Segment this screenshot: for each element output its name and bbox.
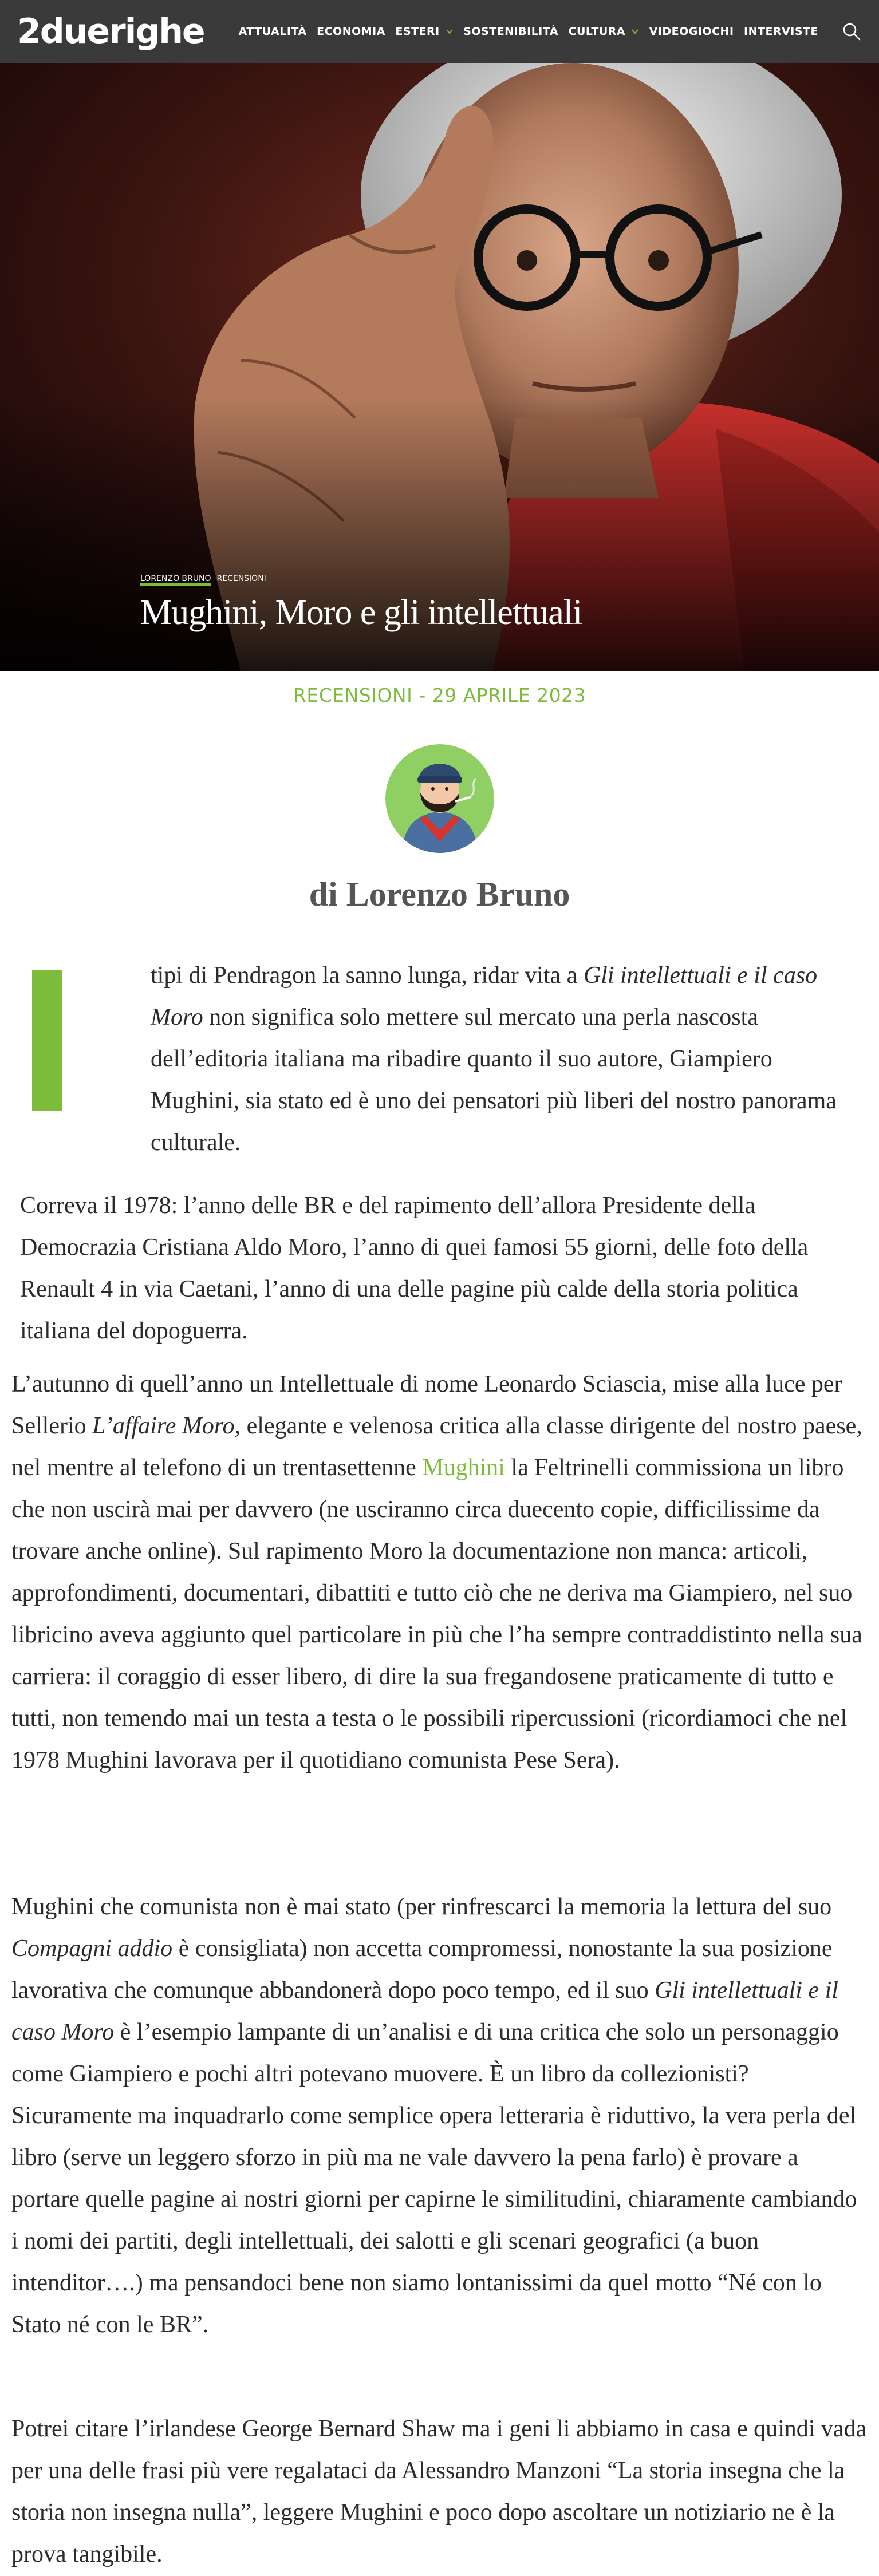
lead-text: non significa solo mettere sul mercato una perla nascosta dell’editoria italiana ma ribadire quanto il suo autore, Giampiero Mughini, sia stato ed è uno dei pensatori più liberi del nostro panorama culturale.	[151, 1004, 837, 1156]
lead-text: tipi di Pendragon la sanno lunga, ridar vita a	[151, 962, 584, 989]
paragraph-text: è l’esempio lampante di un’analisi e di una critica che solo un personaggio come Giampiero e pochi altri potevano muovere. È un libro da collezionisti? Sicuramente ma inquadrarlo come semplice opera letteraria è riduttivo, la vera perla del libro (serve un leggero sforzo in più ma ne vale davvero la pena farlo) è provare a portare quelle pagine ai nostri giorni per capirne le similitudini, chiaramente cambiando i nomi dei partiti, degli intellettuali, dei salotti e gli scenari geografici (a buon intenditor….) ma pensandoci bene non siamo lontanissimi da quel motto “Né con lo Stato né con le BR”.	[11, 2019, 857, 2338]
nav-item-videogiochi[interactable]	[649, 25, 734, 38]
main-nav	[239, 25, 818, 38]
article-paragraph-4: Potrei citare l’irlandese George Bernard Shaw ma i geni li abbiamo in casa e quindi vada per una delle frasi più vere regalataci da Alessandro Manzoni “La storia insegna che la storia non insegna nulla”, leggere Mughini e poco dopo ascoltare un notiziario ne è la prova tangibile.	[11, 2416, 867, 2567]
avatar-illustration	[385, 744, 494, 853]
nav-item-label: ESTERI	[395, 25, 440, 38]
article-paragraph-3	[11, 1886, 868, 2346]
drop-cap	[32, 970, 62, 1111]
hero-tags	[140, 574, 266, 586]
nav-item-interviste[interactable]	[744, 25, 818, 38]
chevron-down-icon	[446, 27, 454, 35]
author-avatar[interactable]	[385, 744, 494, 853]
hero-banner	[0, 63, 879, 671]
mughini-link[interactable]: Mughini	[422, 1455, 505, 1481]
byline: di Lorenzo Bruno	[309, 875, 570, 913]
book-title: Gli intellettuali e il caso Moro	[151, 962, 818, 1030]
nav-item-label: VIDEOGIOCHI	[649, 25, 734, 38]
paragraph-text: la Feltrinelli commissiona un libro che non uscirà mai per davvero (ne usciranno circa duecento copie, difficilissime da trovare anche online). Sul rapimento Moro la documentazione non manca: articoli, approfondimenti, documentari, dibattiti e tutto ciò che ne deriva ma Giampiero, nel suo libricino aveva aggiunto quel particolare in più che l’ha sempre contraddistinto nella sua carriera: il coraggio di esser libero, di dire la sua fregandosene praticamente di tutto e tutti, non temendo mai un testa a testa o le possibili ripercussioni (ricordiamoci che nel 1978 Mughini lavorava per il quotidiano comunista Pese Sera).	[11, 1455, 862, 1773]
chevron-down-icon	[631, 27, 639, 35]
nav-item-cultura[interactable]	[569, 25, 640, 38]
nav-item-sostenibilita[interactable]	[463, 25, 558, 38]
paragraph-text: è consigliata) non accetta compromessi, nonostante la sua posizione lavorativa che comunque abbandonerà dopo poco tempo, ed il suo	[11, 1935, 833, 2004]
article-paragraph-1: Correva il 1978: l’anno delle BR e del rapimento dell’allora Presidente della Democrazia Cristiana Aldo Moro, l’anno di quei famosi 55 giorni, delle foto della Renault 4 in via Caetani, l’anno di una delle pagine più calde della storia politica italiana del dopoguerra.	[20, 1192, 809, 1344]
book-title: Gli intellettuali e il caso Moro	[11, 1977, 838, 2045]
article-lead	[151, 955, 861, 1164]
nav-item-label: CULTURA	[568, 25, 626, 38]
nav-item-economia[interactable]	[317, 25, 385, 38]
category-date: RECENSIONI - 29 APRILE 2023	[293, 684, 586, 706]
article-paragraph-2	[11, 1364, 868, 1781]
author-tag[interactable]: LORENZO BRUNO	[140, 574, 211, 586]
paragraph-text: Mughini che comunista non è mai stato (per rinfrescarci la memoria la lettura del suo	[11, 1894, 832, 1920]
nav-item-label: ECONOMIA	[317, 25, 385, 38]
nav-item-label: SOSTENIBILITÀ	[463, 25, 559, 38]
hero-photo	[0, 63, 879, 671]
nav-item-attualita[interactable]	[239, 25, 307, 38]
category-tag[interactable]: RECENSIONI	[216, 574, 266, 583]
nav-item-label: INTERVISTE	[744, 25, 818, 38]
site-logo[interactable]: 2duerighe	[17, 11, 204, 52]
site-header	[0, 0, 879, 63]
paragraph-text: L’autunno di quell’anno un Intellettuale di nome Leonardo Sciascia, mise alla luce per Sellerio	[11, 1371, 842, 1439]
nav-item-label: ATTUALITÀ	[238, 25, 307, 38]
paragraph-text: elegante e velenosa critica alla classe dirigente del nostro paese, nel mentre al telefono di un trentasettenne	[11, 1413, 862, 1481]
book-title: L’affaire Moro,	[92, 1413, 241, 1439]
search-icon[interactable]	[841, 21, 862, 42]
article-title: Mughini, Moro e gli intellettuali	[140, 593, 582, 632]
book-title: Compagni addio	[11, 1935, 173, 1962]
nav-item-esteri[interactable]	[395, 25, 453, 38]
